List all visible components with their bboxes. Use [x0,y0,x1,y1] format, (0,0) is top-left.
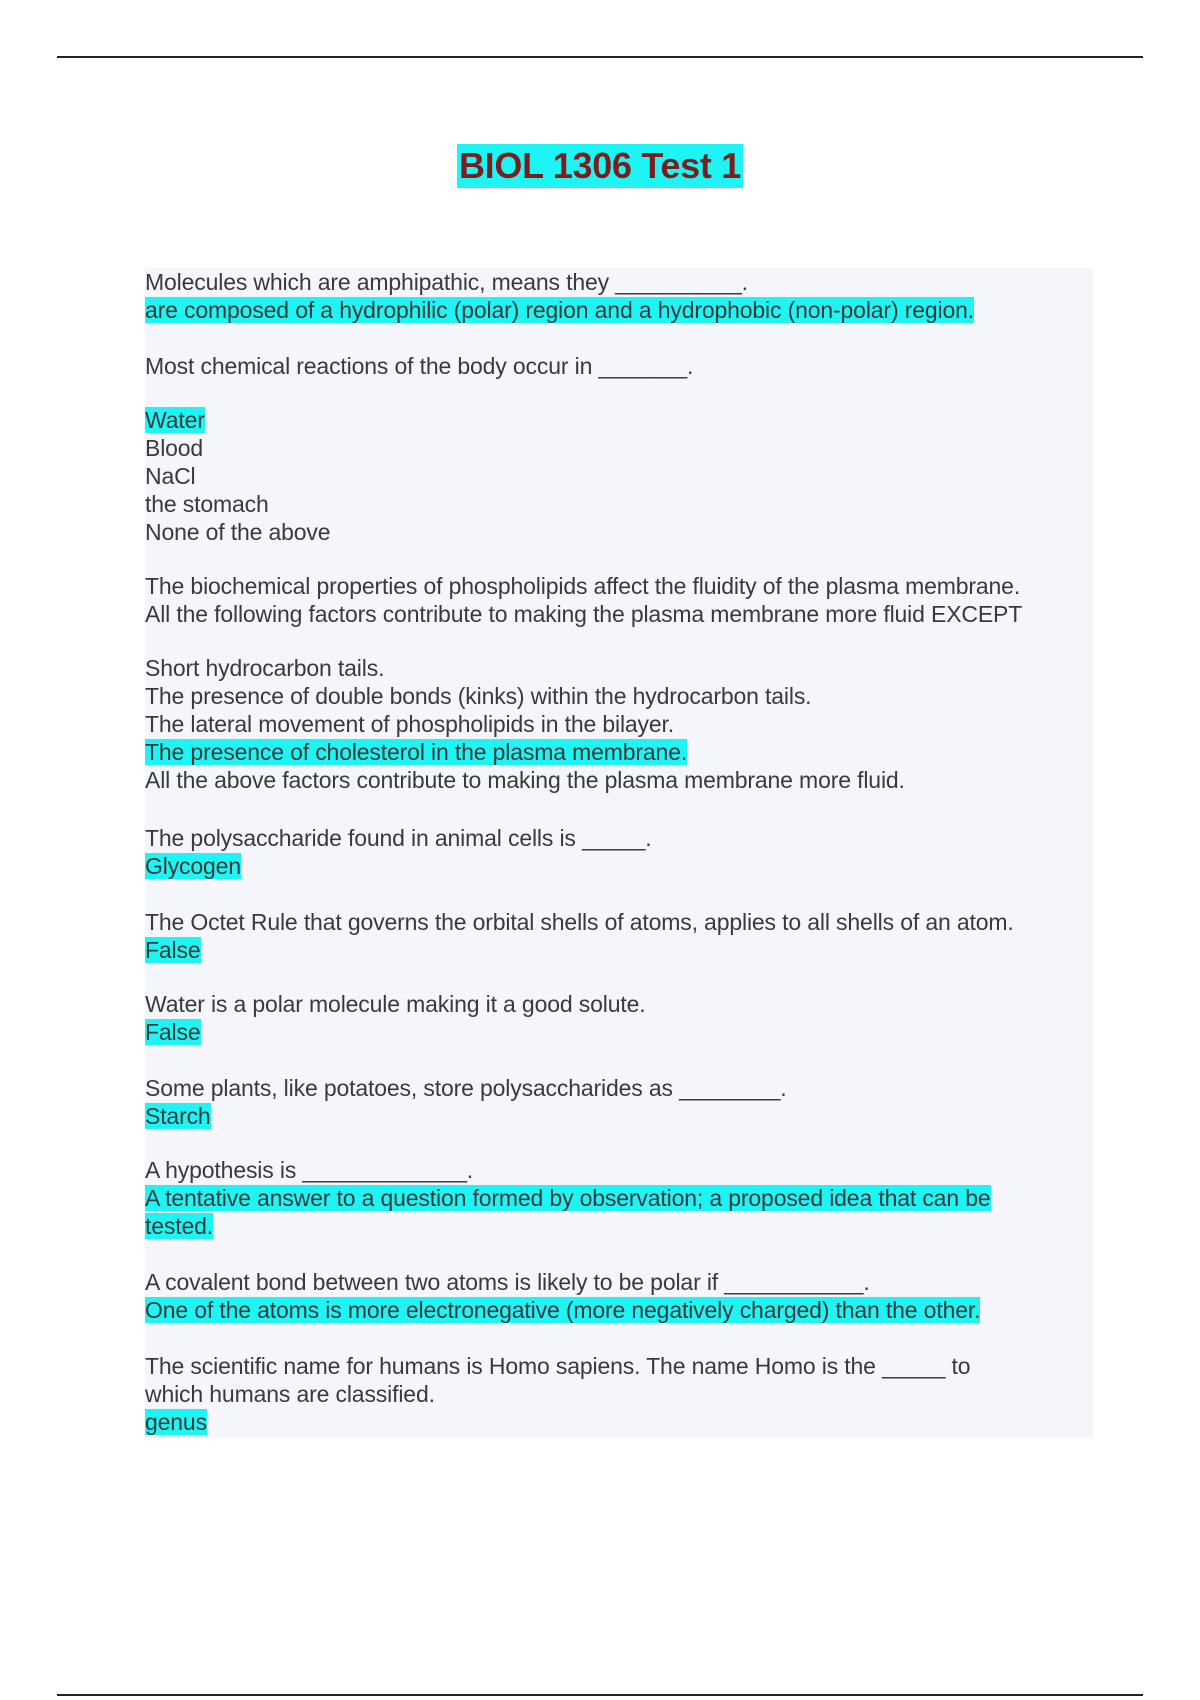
question-list [145,268,1093,1438]
document-title: BIOL 1306 Test 1 [458,145,741,186]
question-block [145,1268,1093,1324]
question-prompt: A covalent bond between two atoms is likely to be polar if ___________. [145,1269,870,1295]
question-block [145,824,1093,880]
option-item: The lateral movement of phospholipids in the bilayer. [145,711,675,737]
question-prompt: Molecules which are amphipathic, means they __________. [145,269,748,295]
question-prompt: Some plants, like potatoes, store polysaccharides as ________. [145,1075,787,1101]
answer-highlight: Starch [145,1103,211,1129]
option-item: NaCl [145,463,196,489]
question-prompt: The biochemical properties of phospholipids affect the fluidity of the plasma membrane. [145,573,1021,599]
option-correct: Water [145,407,205,433]
option-item: All the above factors contribute to making the plasma membrane more fluid. [145,767,905,793]
question-block [145,352,1093,380]
footer-rule [57,1694,1143,1696]
title-container [0,144,1200,188]
option-item: Short hydrocarbon tails. [145,655,385,681]
question-block [145,990,1093,1046]
answer-highlight: A tentative answer to a question formed by observation; a proposed idea that can be [145,1185,991,1211]
answer-highlight: Glycogen [145,853,241,879]
question-block [145,572,1093,628]
option-item: Blood [145,435,204,461]
question-block [145,908,1093,964]
answer-highlight: genus [145,1409,207,1435]
header-rule [57,56,1143,58]
answer-highlight: False [145,1019,201,1045]
answer-highlight: One of the atoms is more electronegative (more negatively charged) than the other. [145,1297,981,1323]
question-prompt: Most chemical reactions of the body occur in _______. [145,353,694,379]
option-item: None of the above [145,519,331,545]
answer-highlight: False [145,937,201,963]
question-block [145,1074,1093,1130]
question-prompt: The Octet Rule that governs the orbital shells of atoms, applies to all shells of an atom. [145,909,1014,935]
question-prompt: A hypothesis is _____________. [145,1157,473,1183]
option-correct: The presence of cholesterol in the plasma membrane. [145,739,688,765]
question-prompt: All the following factors contribute to making the plasma membrane more fluid EXCEPT [145,601,1023,627]
answer-highlight: tested. [145,1213,213,1239]
question-prompt: which humans are classified. [145,1381,435,1407]
answer-highlight: are composed of a hydrophilic (polar) region and a hydrophobic (non-polar) region. [145,297,974,323]
option-item: the stomach [145,491,269,517]
option-list [145,654,1093,794]
question-prompt: The scientific name for humans is Homo sapiens. The name Homo is the _____ to [145,1353,971,1379]
question-block [145,268,1093,324]
option-list [145,406,1093,546]
question-block [145,1156,1093,1240]
question-block [145,1352,1093,1436]
question-prompt: The polysaccharide found in animal cells is _____. [145,825,652,851]
option-item: The presence of double bonds (kinks) within the hydrocarbon tails. [145,683,812,709]
question-prompt: Water is a polar molecule making it a good solute. [145,991,646,1017]
